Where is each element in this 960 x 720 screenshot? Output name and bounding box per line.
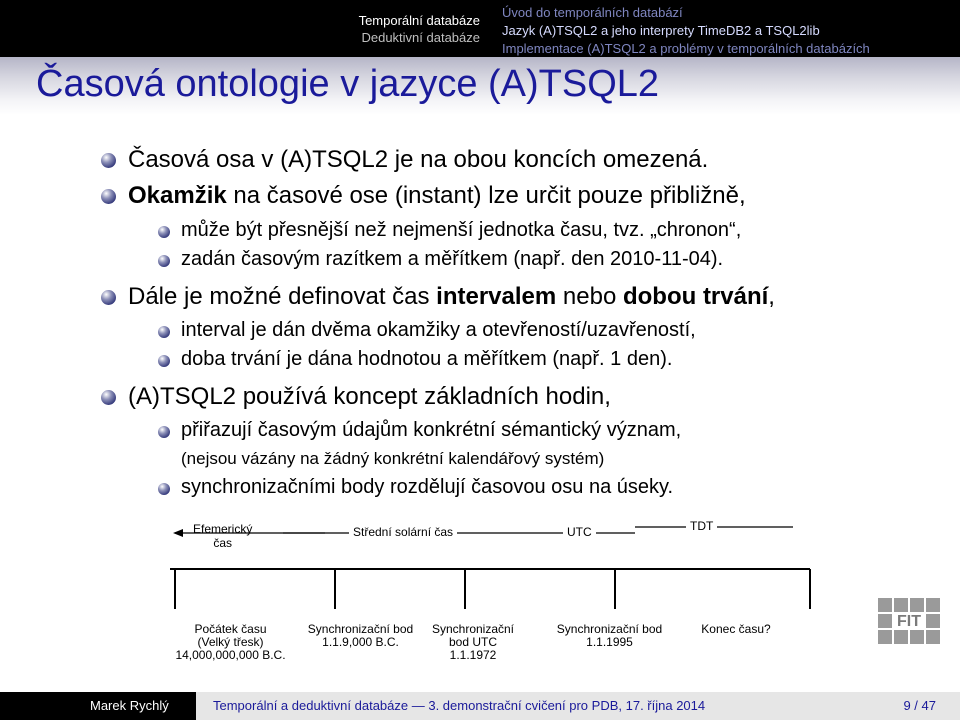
bullet-icon [101,390,116,405]
footer-title: Temporální a deduktivní databáze — 3. demonstrační cvičení pro PDB, 17. října 2014 [213,698,706,713]
fit-logo-icon [878,598,940,644]
bullet-time-axis: Časová osa v (A)TSQL2 je na obou koncích omezená. [128,146,709,173]
bullet-icon [101,189,116,204]
sub-bullet-sync-points: synchronizačními body rozdělují časovou osu na úseky. [181,476,674,498]
bullet-instant [128,182,746,210]
bullet-interval [128,283,775,311]
sub-bullet-chronon: může být přesnější než nejmenší jednotka času, tvz. „chronon“, [181,219,742,241]
slide-title: Časová ontologie v jazyce (A)TSQL2 [36,63,660,105]
bullet-interval-post: , [768,283,775,310]
nav-link-atsql2[interactable]: Jazyk (A)TSQL2 a jeho interprety TimeDB2 a TSQL2lib [502,23,820,38]
sub-bullet-icon [158,255,170,267]
sub-bullet-icon [158,355,170,367]
nav-link-deductive-db[interactable]: Deduktivní databáze [361,30,480,45]
sub-bullet-duration-def: doba trvání je dána hodnotou a měřítkem (např. 1 den). [181,348,673,370]
segment-mean-solar-label: Střední solární čas [349,525,457,539]
section-nav-right [502,4,870,58]
point-1995-label: Synchronizační bod 1.1.1995 [556,622,663,649]
fit-logo-text: FIT [897,613,921,630]
page-number: 9 / 47 [903,698,936,713]
term-duration: dobou trvání [622,283,769,310]
bullet-instant-text: na časové ose (instant) lze určit pouze přibližně, [226,182,746,209]
segment-ephemeris-label [189,522,256,550]
segment-tdt-label: TDT [686,519,717,533]
sub-bullet-timestamp: zadán časovým razítkem a měřítkem (např. den 2010-11-04). [181,248,724,270]
bullet-interval-pre: Dále je možné definovat čas [128,283,437,310]
term-instant: Okamžik [128,182,227,209]
sub-bullet-icon [158,483,170,495]
timeline-diagram [165,515,815,665]
point-9000bc-label: Synchronizační bod 1.1.9,000 B.C. [307,622,414,649]
sub-bullet-icon [158,326,170,338]
header-bar [0,0,960,57]
nav-link-intro[interactable]: Úvod do temporálních databází [502,5,683,20]
point-1972-label: Synchronizační bod UTC 1.1.1972 [431,622,515,662]
nav-link-implementation[interactable]: Implementace (A)TSQL2 a problémy v temporálních databázích [502,41,870,56]
footer-author: Marek Rychlý [90,698,169,713]
arrow-left-icon [173,529,183,537]
bullet-icon [101,153,116,168]
footer [0,692,960,720]
sub-bullet-icon [158,226,170,238]
sub-bullet-icon [158,426,170,438]
section-nav-left [0,0,492,57]
sub-bullet-semantics-note: (nejsou vázány na žádný konkrétní kalendářový systém) [181,449,605,468]
segment-utc-label: UTC [563,525,596,539]
bullet-icon [101,290,116,305]
point-origin-label: Počátek času (Velký třesk) 14,000,000,000 B.C. [175,622,286,662]
footer-author-box [0,692,196,720]
segment-ephemeris-line1: Efemerický čas [193,522,253,550]
footer-title-box [196,692,960,720]
term-interval: intervalem [436,283,557,310]
point-end-label: Konec času? [701,622,771,636]
sub-bullet-semantics: přiřazují časovým údajům konkrétní sémantický význam, [181,419,682,441]
nav-link-temporal-db[interactable]: Temporální databáze [358,13,480,28]
bullet-base-clocks: (A)TSQL2 používá koncept základních hodin, [128,383,611,410]
fit-logo [878,598,940,644]
bullet-interval-mid: nebo [556,283,623,310]
sub-bullet-interval-def: interval je dán dvěma okamžiky a otevřeností/uzavřeností, [181,319,696,341]
